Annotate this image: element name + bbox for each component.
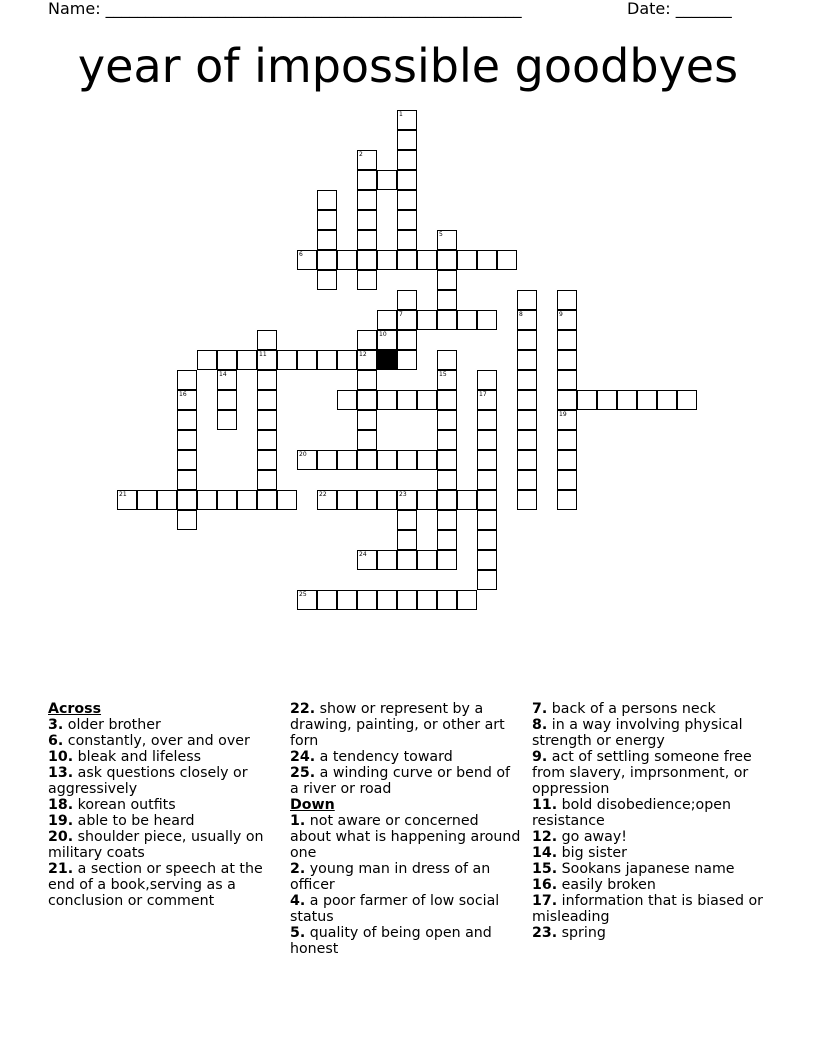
grid-cell[interactable] [277, 490, 297, 510]
grid-cell[interactable] [417, 550, 437, 570]
clue-across-19 [48, 813, 276, 829]
puzzle-title: year of impossible goodbyes [77, 39, 739, 93]
grid-cell[interactable] [337, 350, 357, 370]
grid-cell[interactable] [437, 310, 457, 330]
grid-cell[interactable] [417, 450, 437, 470]
clue-number: 1. [290, 813, 306, 829]
grid-cell[interactable] [677, 390, 697, 410]
clue-text: spring [561, 925, 606, 941]
grid-cell[interactable] [177, 510, 197, 530]
grid-cell[interactable] [177, 370, 197, 390]
grid-cell[interactable] [437, 490, 457, 510]
grid-cell[interactable] [317, 210, 337, 230]
grid-cell[interactable] [477, 390, 497, 410]
clue-number: 5. [290, 925, 306, 941]
grid-cell[interactable] [317, 230, 337, 250]
clue-down-14 [532, 845, 772, 861]
clue-number-label: 17 [479, 391, 487, 398]
grid-cell[interactable] [237, 490, 257, 510]
grid-cell[interactable] [337, 390, 357, 410]
clue-number: 14. [532, 845, 558, 861]
clue-across-25 [290, 765, 522, 797]
grid-cell[interactable] [357, 450, 377, 470]
grid-cell[interactable] [657, 390, 677, 410]
grid-cell[interactable] [437, 270, 457, 290]
clue-text: big sister [561, 845, 627, 861]
grid-cell[interactable] [437, 370, 457, 390]
clue-number-label: 23 [399, 491, 407, 498]
grid-cell[interactable] [397, 110, 417, 130]
grid-cell[interactable] [297, 450, 317, 470]
grid-cell[interactable] [377, 250, 397, 270]
clue-down-5 [290, 925, 522, 957]
grid-cell[interactable] [317, 450, 337, 470]
grid-cell[interactable] [377, 550, 397, 570]
name-field-line: Name: ____________________________________________________ [48, 0, 522, 18]
clue-down-11 [532, 797, 772, 829]
clue-number: 24. [290, 749, 316, 765]
grid-cell[interactable] [357, 430, 377, 450]
grid-cell[interactable] [437, 290, 457, 310]
grid-cell[interactable] [257, 350, 277, 370]
grid-cell[interactable] [177, 390, 197, 410]
clue-across-10 [48, 749, 276, 765]
grid-cell[interactable] [257, 390, 277, 410]
grid-cell[interactable] [157, 490, 177, 510]
grid-cell[interactable] [397, 130, 417, 150]
grid-cell[interactable] [397, 310, 417, 330]
grid-cell[interactable] [577, 390, 597, 410]
grid-cell[interactable] [177, 490, 197, 510]
clue-number: 21. [48, 861, 74, 877]
grid-cell[interactable] [397, 330, 417, 350]
clue-text: korean outfits [77, 797, 176, 813]
grid-cell[interactable] [557, 290, 577, 310]
grid-cell[interactable] [357, 490, 377, 510]
grid-cell[interactable] [317, 250, 337, 270]
grid-cell[interactable] [177, 470, 197, 490]
grid-cell[interactable] [317, 350, 337, 370]
grid-cell[interactable] [377, 590, 397, 610]
clue-down-7 [532, 701, 772, 717]
grid-cell[interactable] [357, 210, 377, 230]
grid-cell[interactable] [457, 310, 477, 330]
grid-cell[interactable] [377, 330, 397, 350]
grid-cell[interactable] [397, 450, 417, 470]
clue-down-17 [532, 893, 772, 925]
grid-cell[interactable] [557, 350, 577, 370]
clue-number: 23. [532, 925, 558, 941]
grid-cell[interactable] [517, 370, 537, 390]
grid-cell[interactable] [217, 410, 237, 430]
grid-cell[interactable] [257, 470, 277, 490]
grid-cell[interactable] [397, 530, 417, 550]
grid-cell[interactable] [437, 550, 457, 570]
grid-cell[interactable] [557, 450, 577, 470]
grid-cell[interactable] [437, 530, 457, 550]
clue-text: not aware or concerned about what is happening around one [290, 813, 521, 861]
grid-cell[interactable] [517, 290, 537, 310]
clue-text: bleak and lifeless [77, 749, 202, 765]
grid-cell[interactable] [517, 470, 537, 490]
grid-cell[interactable] [557, 430, 577, 450]
grid-cell[interactable] [477, 550, 497, 570]
grid-cell[interactable] [437, 450, 457, 470]
grid-cell[interactable] [377, 390, 397, 410]
clue-down-16 [532, 877, 772, 893]
grid-cell[interactable] [437, 350, 457, 370]
grid-cell[interactable] [137, 490, 157, 510]
date-field-line: Date: _______ [627, 0, 732, 18]
grid-cell[interactable] [397, 390, 417, 410]
grid-cell[interactable] [257, 330, 277, 350]
clue-number-label: 25 [299, 591, 307, 598]
grid-cell[interactable] [317, 490, 337, 510]
grid-cell[interactable] [117, 490, 137, 510]
clue-text: information that is biased or misleading [532, 893, 764, 925]
grid-cell[interactable] [237, 350, 257, 370]
down-heading: Down [290, 797, 335, 813]
grid-cell[interactable] [557, 390, 577, 410]
grid-cell[interactable] [377, 310, 397, 330]
grid-cell[interactable] [357, 330, 377, 350]
clue-number-label: 7 [399, 311, 403, 318]
clue-number-label: 16 [179, 391, 187, 398]
grid-cell[interactable] [417, 490, 437, 510]
grid-cell[interactable] [197, 350, 217, 370]
grid-cell[interactable] [317, 190, 337, 210]
clue-text: young man in dress of an officer [290, 861, 491, 893]
clue-down-12 [532, 829, 772, 845]
clue-across-24 [290, 749, 522, 765]
grid-cell[interactable] [517, 450, 537, 470]
clues-column-3 [532, 701, 772, 941]
grid-cell[interactable] [277, 350, 297, 370]
grid-cell[interactable] [517, 350, 537, 370]
grid-cell[interactable] [557, 470, 577, 490]
clue-down-1 [290, 813, 522, 861]
grid-cell[interactable] [337, 590, 357, 610]
grid-cell[interactable] [257, 410, 277, 430]
clue-text: quality of being open and honest [290, 925, 492, 957]
clue-down-15 [532, 861, 772, 877]
grid-cell[interactable] [417, 250, 437, 270]
grid-cell[interactable] [477, 250, 497, 270]
clue-across-18 [48, 797, 276, 813]
grid-cell[interactable] [477, 450, 497, 470]
clue-down-4 [290, 893, 522, 925]
grid-cell[interactable] [437, 590, 457, 610]
grid-cell[interactable] [377, 490, 397, 510]
grid-cell[interactable] [477, 310, 497, 330]
clue-number-label: 15 [439, 371, 447, 378]
grid-cell[interactable] [257, 450, 277, 470]
grid-cell[interactable] [337, 490, 357, 510]
grid-cell[interactable] [217, 370, 237, 390]
clue-text: show or represent by a drawing, painting, or other art forn [290, 701, 505, 749]
clue-number: 16. [532, 877, 558, 893]
grid-cell[interactable] [377, 450, 397, 470]
clue-across-6 [48, 733, 276, 749]
grid-cell[interactable] [557, 330, 577, 350]
clue-number-label: 6 [299, 251, 303, 258]
grid-cell[interactable] [357, 550, 377, 570]
grid-cell[interactable] [337, 250, 357, 270]
grid-cell[interactable] [417, 310, 437, 330]
clue-text: shoulder piece, usually on military coats [48, 829, 264, 861]
clue-number-label: 22 [319, 491, 327, 498]
clue-down-8 [532, 717, 772, 749]
grid-cell[interactable] [477, 530, 497, 550]
grid-cell[interactable] [437, 390, 457, 410]
grid-cell[interactable] [517, 410, 537, 430]
clue-down-2 [290, 861, 522, 893]
grid-cell[interactable] [497, 250, 517, 270]
grid-cell[interactable] [557, 490, 577, 510]
grid-cell[interactable] [377, 170, 397, 190]
grid-cell[interactable] [317, 270, 337, 290]
grid-cell[interactable] [357, 390, 377, 410]
clue-number: 18. [48, 797, 74, 813]
clue-text: easily broken [561, 877, 656, 893]
clue-number: 2. [290, 861, 306, 877]
clue-down-23 [532, 925, 772, 941]
grid-cell[interactable] [517, 330, 537, 350]
grid-cell[interactable] [457, 490, 477, 510]
grid-cell[interactable] [637, 390, 657, 410]
clue-across-22 [290, 701, 522, 749]
clue-across-13 [48, 765, 276, 797]
grid-cell[interactable] [397, 150, 417, 170]
grid-cell[interactable] [477, 470, 497, 490]
clue-text: a winding curve or bend of a river or road [290, 765, 511, 797]
clue-number: 20. [48, 829, 74, 845]
grid-cell[interactable] [437, 430, 457, 450]
clue-number: 3. [48, 717, 64, 733]
grid-cell[interactable] [397, 490, 417, 510]
grid-cell[interactable] [217, 490, 237, 510]
grid-cell[interactable] [517, 490, 537, 510]
clue-number: 6. [48, 733, 64, 749]
clue-text: constantly, over and over [67, 733, 250, 749]
clue-number-label: 5 [439, 231, 443, 238]
clue-across-21 [48, 861, 276, 909]
grid-cell[interactable] [257, 490, 277, 510]
grid-cell[interactable] [257, 370, 277, 390]
clue-text: act of settling someone free from slavery, imprsonment, or oppression [532, 749, 752, 797]
grid-cell[interactable] [477, 490, 497, 510]
clue-number-label: 10 [379, 331, 387, 338]
clue-number: 25. [290, 765, 316, 781]
grid-cell[interactable] [297, 590, 317, 610]
clue-number: 11. [532, 797, 558, 813]
clue-number: 4. [290, 893, 306, 909]
grid-cell[interactable] [357, 410, 377, 430]
grid-cell[interactable] [197, 490, 217, 510]
grid-cell[interactable] [557, 410, 577, 430]
clue-number-label: 1 [399, 111, 403, 118]
clue-number-label: 11 [259, 351, 267, 358]
grid-cell[interactable] [297, 250, 317, 270]
grid-cell[interactable] [417, 590, 437, 610]
clue-text: ask questions closely or aggressively [48, 765, 248, 797]
grid-cell[interactable] [517, 310, 537, 330]
grid-cell[interactable] [417, 390, 437, 410]
grid-cell[interactable] [477, 370, 497, 390]
clue-number-label: 20 [299, 451, 307, 458]
grid-cell[interactable] [357, 190, 377, 210]
clue-number: 19. [48, 813, 74, 829]
grid-cell[interactable] [397, 290, 417, 310]
grid-cell[interactable] [617, 390, 637, 410]
clue-across-20 [48, 829, 276, 861]
grid-cell[interactable] [357, 350, 377, 370]
grid-cell[interactable] [397, 510, 417, 530]
clue-text: bold disobedience;open resistance [532, 797, 731, 829]
grid-cell[interactable] [357, 150, 377, 170]
grid-cell[interactable] [397, 230, 417, 250]
clue-across-3 [48, 717, 276, 733]
clue-number: 8. [532, 717, 548, 733]
grid-cell[interactable] [357, 250, 377, 270]
clue-down-9 [532, 749, 772, 797]
grid-cell[interactable] [357, 370, 377, 390]
grid-cell[interactable] [357, 230, 377, 250]
grid-cell[interactable] [357, 590, 377, 610]
clues-column-2 [290, 701, 522, 957]
grid-cell[interactable] [477, 510, 497, 530]
grid-cell[interactable] [557, 370, 577, 390]
grid-cell[interactable] [177, 450, 197, 470]
clue-number-label: 21 [119, 491, 127, 498]
grid-cell[interactable] [397, 590, 417, 610]
clue-number: 12. [532, 829, 558, 845]
grid-cell[interactable] [437, 470, 457, 490]
clue-number-label: 8 [519, 311, 523, 318]
grid-cell[interactable] [477, 570, 497, 590]
clue-text: a tendency toward [319, 749, 453, 765]
grid-cell[interactable] [177, 410, 197, 430]
grid-cell[interactable] [217, 390, 237, 410]
grid-cell[interactable] [297, 350, 317, 370]
grid-cell[interactable] [397, 350, 417, 370]
grid-cell[interactable] [397, 210, 417, 230]
grid-cell[interactable] [437, 230, 457, 250]
grid-cell[interactable] [457, 590, 477, 610]
clue-number-label: 9 [559, 311, 563, 318]
grid-cell[interactable] [457, 250, 477, 270]
clue-number-label: 2 [359, 151, 363, 158]
grid-cell[interactable] [437, 510, 457, 530]
clue-text: a section or speech at the end of a book,serving as a conclusion or comment [48, 861, 263, 909]
grid-cell[interactable] [257, 430, 277, 450]
grid-cell[interactable] [437, 410, 457, 430]
grid-cell[interactable] [477, 410, 497, 430]
grid-cell[interactable] [397, 550, 417, 570]
black-square [377, 350, 397, 370]
clue-number-label: 19 [559, 411, 567, 418]
clue-text: able to be heard [77, 813, 195, 829]
clue-text: a poor farmer of low social status [290, 893, 500, 925]
grid-cell[interactable] [357, 270, 377, 290]
grid-cell[interactable] [317, 590, 337, 610]
clue-number: 15. [532, 861, 558, 877]
clue-text: Sookans japanese name [561, 861, 735, 877]
grid-cell[interactable] [557, 310, 577, 330]
grid-cell[interactable] [397, 170, 417, 190]
grid-cell[interactable] [177, 430, 197, 450]
clue-text: in a way involving physical strength or energy [532, 717, 743, 749]
grid-cell[interactable] [357, 170, 377, 190]
clue-text: back of a persons neck [551, 701, 716, 717]
grid-cell[interactable] [477, 430, 497, 450]
clue-number-label: 12 [359, 351, 367, 358]
grid-cell[interactable] [517, 390, 537, 410]
clue-number: 9. [532, 749, 548, 765]
grid-cell[interactable] [217, 350, 237, 370]
clue-number-label: 14 [219, 371, 227, 378]
grid-cell[interactable] [337, 450, 357, 470]
grid-cell[interactable] [597, 390, 617, 410]
clue-number: 7. [532, 701, 548, 717]
clue-number-label: 24 [359, 551, 367, 558]
clue-text: go away! [561, 829, 627, 845]
clues-column-1 [48, 701, 276, 909]
clue-text: older brother [67, 717, 161, 733]
across-heading: Across [48, 701, 102, 717]
grid-cell[interactable] [397, 250, 417, 270]
clue-number: 10. [48, 749, 74, 765]
clue-number: 17. [532, 893, 558, 909]
grid-cell[interactable] [437, 250, 457, 270]
grid-cell[interactable] [397, 190, 417, 210]
clue-number: 22. [290, 701, 316, 717]
grid-cell[interactable] [517, 430, 537, 450]
clue-number: 13. [48, 765, 74, 781]
